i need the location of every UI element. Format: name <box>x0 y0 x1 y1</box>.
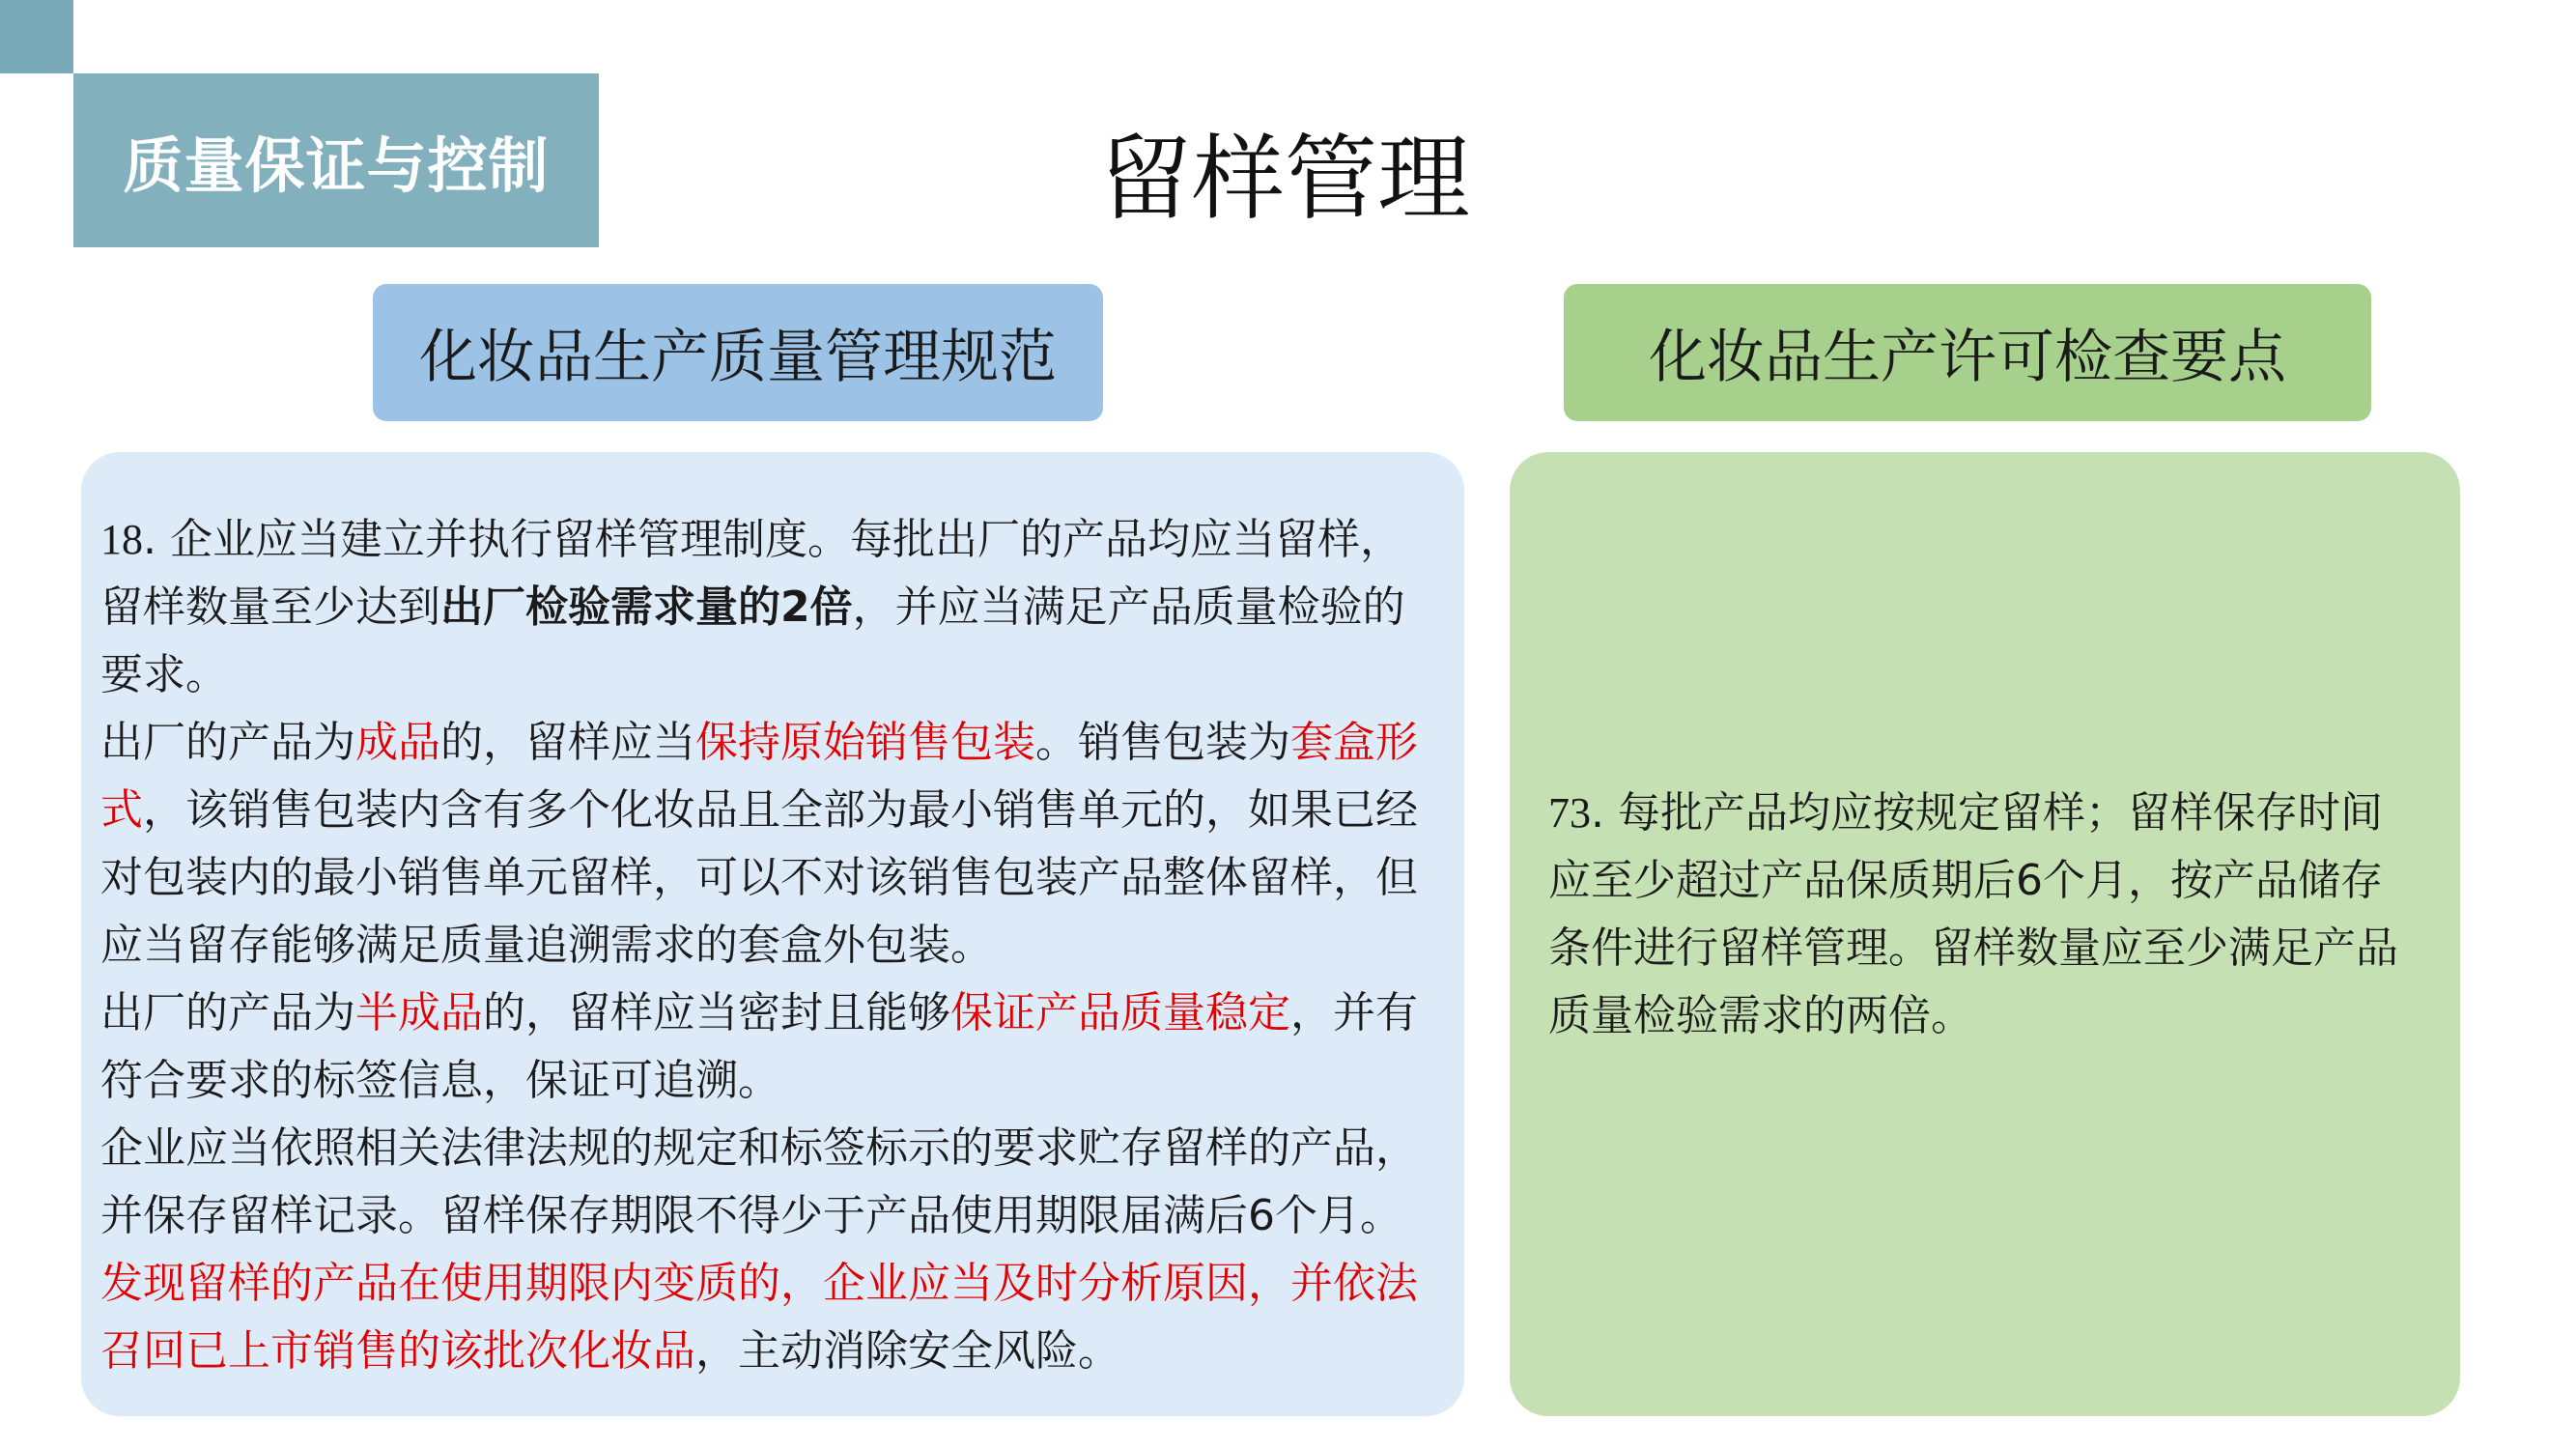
clause-73-text: . 每批产品均应按规定留样；留样保存时间应至少超过产品保质期后6个月，按产品储存条件进行留样管理。留样数量应至少满足产品质量检验需求的两倍。 <box>1548 788 2398 1040</box>
clause-number-18: 18 <box>100 516 143 563</box>
clause-18-text-a: . 企业应当建立并执行留样管理制度。每批出厂的产品均应当留样，留样数量至少达到 <box>100 515 1402 632</box>
corner-accent-block <box>0 0 73 73</box>
page-title: 留样管理 <box>1099 125 1470 233</box>
clause-number-73: 73 <box>1548 789 1591 837</box>
original-package-highlight: 保持原始销售包装 <box>695 718 1035 767</box>
left-content-panel <box>81 452 1464 1416</box>
right-content-panel <box>1510 452 2460 1416</box>
gift-box-highlight: 套盒形式 <box>100 718 1418 835</box>
section-tag <box>73 73 599 247</box>
clause-18-emphasis: 出厂检验需求量的2倍 <box>440 582 853 632</box>
semi-finished-text-b: 的，留样应当密封且能够 <box>483 988 950 1037</box>
right-panel-text <box>1548 780 2421 1050</box>
finished-product-text-a: 出厂的产品为 <box>100 718 355 767</box>
finished-product-text-b: 的，留样应当 <box>440 718 695 767</box>
semi-finished-highlight: 半成品 <box>355 988 483 1037</box>
quality-stable-highlight: 保证产品质量稳定 <box>950 988 1290 1037</box>
finished-product-text-c: 。销售包装为 <box>1035 718 1290 767</box>
semi-finished-text-a: 出厂的产品为 <box>100 988 355 1037</box>
left-column-header: 化妆品生产质量管理规范 <box>373 284 1103 421</box>
clause-18-text-b: ，并应当满足产品质量检验的要求。 <box>100 582 1405 699</box>
semi-finished-text-c: ，并有符合要求的标签信息，保证可追溯。 <box>100 988 1418 1105</box>
finished-product-highlight: 成品 <box>355 718 440 767</box>
storage-requirement-text: 企业应当依照相关法律法规的规定和标签标示的要求贮存留样的产品，并保存留样记录。留样保存期限不得少于产品使用期限届满后6个月。 <box>100 1123 1418 1240</box>
recall-text-b: ，主动消除安全风险。 <box>695 1326 1120 1376</box>
left-panel-text <box>100 506 1426 1385</box>
finished-product-text-d: ，该销售包装内含有多个化妆品且全部为最小销售单元的，如果已经对包装内的最小销售单元留样，可以不对该销售包装产品整体留样，但应当留存能够满足质量追溯需求的套盒外包装。 <box>100 785 1418 970</box>
section-tag-label: 质量保证与控制 <box>123 129 550 201</box>
recall-highlight: 发现留样的产品在使用期限内变质的，企业应当及时分析原因，并依法召回已上市销售的该批次化妆品 <box>100 1259 1418 1376</box>
right-column-header: 化妆品生产许可检查要点 <box>1564 284 2371 421</box>
